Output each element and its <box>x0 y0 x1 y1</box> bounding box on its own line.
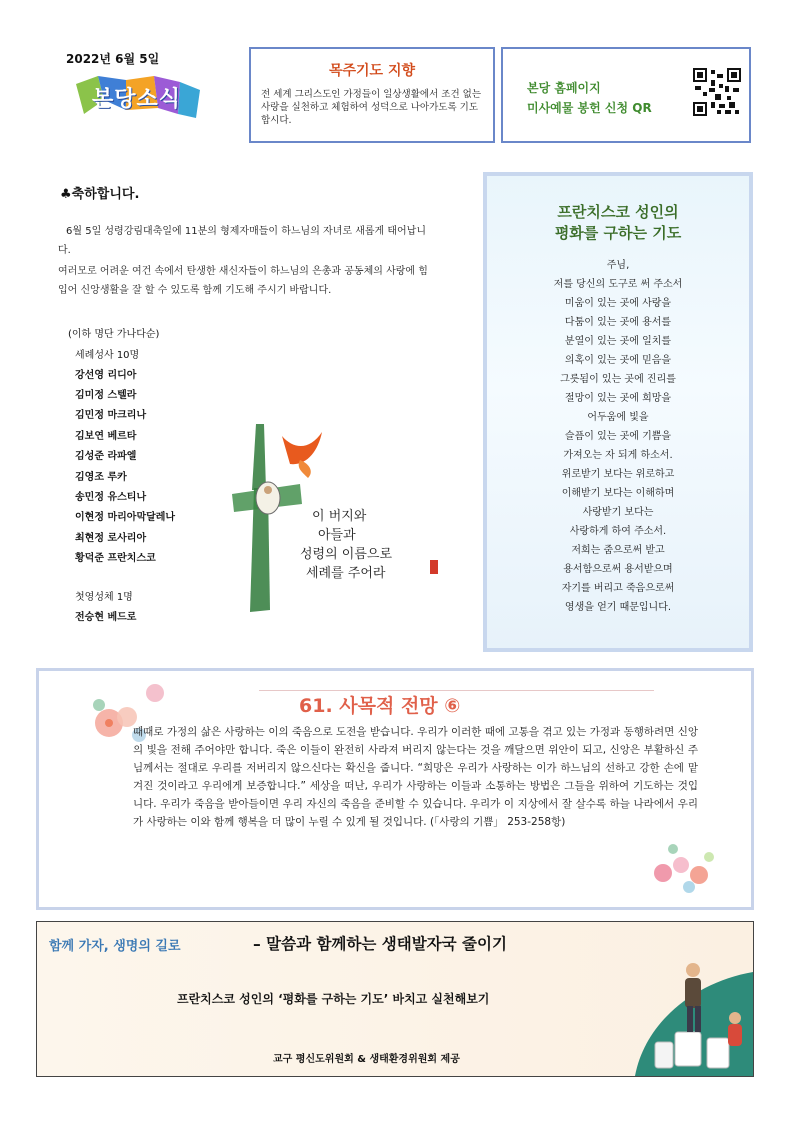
section-body: 때때로 가정의 삶은 사랑하는 이의 죽음으로 도전을 받습니다. 우리가 이러한 때에 고통을 겪고 있는 가정과 동행하려면 신앙의 빛을 전해 주어야만 합니다. 죽은 이들이 완전히 사라져 버리지 않는다는 것을 깨달으면 위안이 되고, 신앙은 부활하신 주님께서는 절대로 우리를 저버리지 않으신다는 확신을 줍니다. “희망은 우리가 사랑하는 이가 하느님의 선하고 강한 손에 맡겨진 것이라고 우리에게 보증합니다.” 세상을 떠난, 우리가 사랑하는 이들과 소통하는 방법은 그들을 위하여 기도하는 것입니다. 우리가 죽음을 받아들이면 우리 자신의 죽음을 준비할 수 있습니다. 우리가 이 지상에서 잘 살수록 하늘 나라에서 우리가 사랑하는 이와 함께 행복을 더 많이 누릴 수 있게 될 것입니다. (「사랑의 기쁨」 253-258항) <box>133 726 698 828</box>
baptism-name: 김성준 라파엘 <box>75 451 137 462</box>
prayer-line: 사랑하게 하여 주소서. <box>569 526 667 537</box>
prayer-line: 어두움에 빛을 <box>587 412 649 423</box>
baptism-name: 김보연 베르타 <box>75 431 137 442</box>
qr-label-mass-offering: 미사예물 봉헌 신청 QR <box>527 101 652 115</box>
baptism-name: 김민정 마크리나 <box>75 410 147 421</box>
flower-bouquet-icon <box>643 837 723 899</box>
prayer-intention-body: 전 세계 그리스도인 가정들이 일상생활에서 조건 없는 사랑을 실천하고 체험하여 성덕으로 나아가도록 기도합시다. <box>261 89 482 126</box>
peace-prayer-panel <box>483 172 753 652</box>
prayer-line: 가져오는 자 되게 하소서. <box>563 450 673 461</box>
prayer-intention-box <box>249 47 495 143</box>
qr-code-icon[interactable] <box>693 68 741 116</box>
qr-box <box>501 47 751 143</box>
prayer-line: 이해받기 보다는 이해하며 <box>561 488 675 499</box>
logo-text: 본당소식 <box>92 87 182 112</box>
eco-headline: – 말씀과 함께하는 생태발자국 줄이기 <box>253 935 507 953</box>
prayer-line: 슬픔이 있는 곳에 기쁨을 <box>564 431 672 442</box>
congrats-paragraph-2: 여러모로 어려운 여건 속에서 탄생한 새신자들이 하느님의 은총과 공동체의 사랑에 힘입어 신앙생활을 잘 할 수 있도록 함께 기도해 주시기 바랍니다. <box>58 266 428 296</box>
peace-prayer-title-1: 프란치스코 성인의 <box>557 203 679 221</box>
prayer-line: 의혹이 있는 곳에 믿음을 <box>564 355 672 366</box>
congrats-title: ♣축하합니다. <box>60 187 140 202</box>
baptism-name: 최현정 로사리아 <box>75 533 147 544</box>
prayer-line: 절망이 있는 곳에 희망을 <box>564 393 672 404</box>
baptism-name: 이현정 마리아막달레나 <box>75 512 176 523</box>
eco-credit: 교구 평신도위원회 & 생태환경위원회 제공 <box>273 1054 460 1065</box>
eco-tag: 함께 가자, 생명의 길로 <box>49 939 181 954</box>
qr-label-homepage: 본당 홈페이지 <box>527 81 601 95</box>
prayer-line: 위로받기 보다는 위로하고 <box>561 469 675 480</box>
baptism-name: 김미정 스텔라 <box>75 390 137 401</box>
calligraphy-line: 세례를 주어라 <box>306 566 386 581</box>
calligraphy-line: 성령의 이름으로 <box>300 547 393 562</box>
prayer-line: 그릇됨이 있는 곳에 진리를 <box>560 374 676 385</box>
prayer-line: 자기를 버리고 죽음으로써 <box>561 583 675 594</box>
names-order-note: (이하 명단 가나다순) <box>68 329 160 340</box>
prayer-line: 용서함으로써 용서받으며 <box>563 564 673 575</box>
congrats-paragraph-1: 6월 5일 성령강림대축일에 11분의 형제자매들이 하느님의 자녀로 새롭게 태어납니다. <box>58 226 426 256</box>
calligraphy-line: 아들과 <box>318 528 356 543</box>
prayer-line: 사랑받기 보다는 <box>582 507 654 518</box>
recycling-people-illustration <box>625 942 753 1076</box>
peace-prayer-title-2: 평화를 구하는 기도 <box>554 224 682 242</box>
baptism-name: 황덕준 프란치스코 <box>75 553 156 564</box>
prayer-line: 미움이 있는 곳에 사랑을 <box>564 298 672 309</box>
first-communion-name: 전승현 베드로 <box>75 612 137 623</box>
issue-date: 2022년 6월 5일 <box>66 52 160 66</box>
prayer-line: 분열이 있는 곳에 일치를 <box>564 336 672 347</box>
prayer-line: 저희는 줌으로써 받고 <box>571 545 665 556</box>
prayer-intention-title: 목주기도 지향 <box>328 63 416 79</box>
first-communion-heading: 첫영성체 1명 <box>75 592 133 603</box>
eco-footprint-section <box>36 921 754 1077</box>
baptism-name: 강선영 리디아 <box>75 370 137 381</box>
baptism-name: 김영조 루카 <box>75 472 127 483</box>
prayer-line: 영생을 얻기 때문입니다. <box>564 602 672 613</box>
eco-subline: 프란치스코 성인의 ‘평화를 구하는 기도’ 바치고 실천해보기 <box>177 992 490 1006</box>
calligraphy-line: 이 버지와 <box>312 509 367 524</box>
prayer-line: 주님, <box>606 260 630 271</box>
prayer-line: 저를 당신의 도구로 써 주소서 <box>553 279 683 290</box>
red-seal-stamp <box>430 560 438 574</box>
baptism-name: 송민정 유스티나 <box>75 492 147 503</box>
prayer-line: 다툼이 있는 곳에 용서를 <box>564 317 672 328</box>
baptism-heading: 세례성사 10명 <box>75 350 140 361</box>
pastoral-outlook-section <box>36 668 754 910</box>
section-title: 61. 사목적 전망 ⑥ <box>299 695 461 717</box>
